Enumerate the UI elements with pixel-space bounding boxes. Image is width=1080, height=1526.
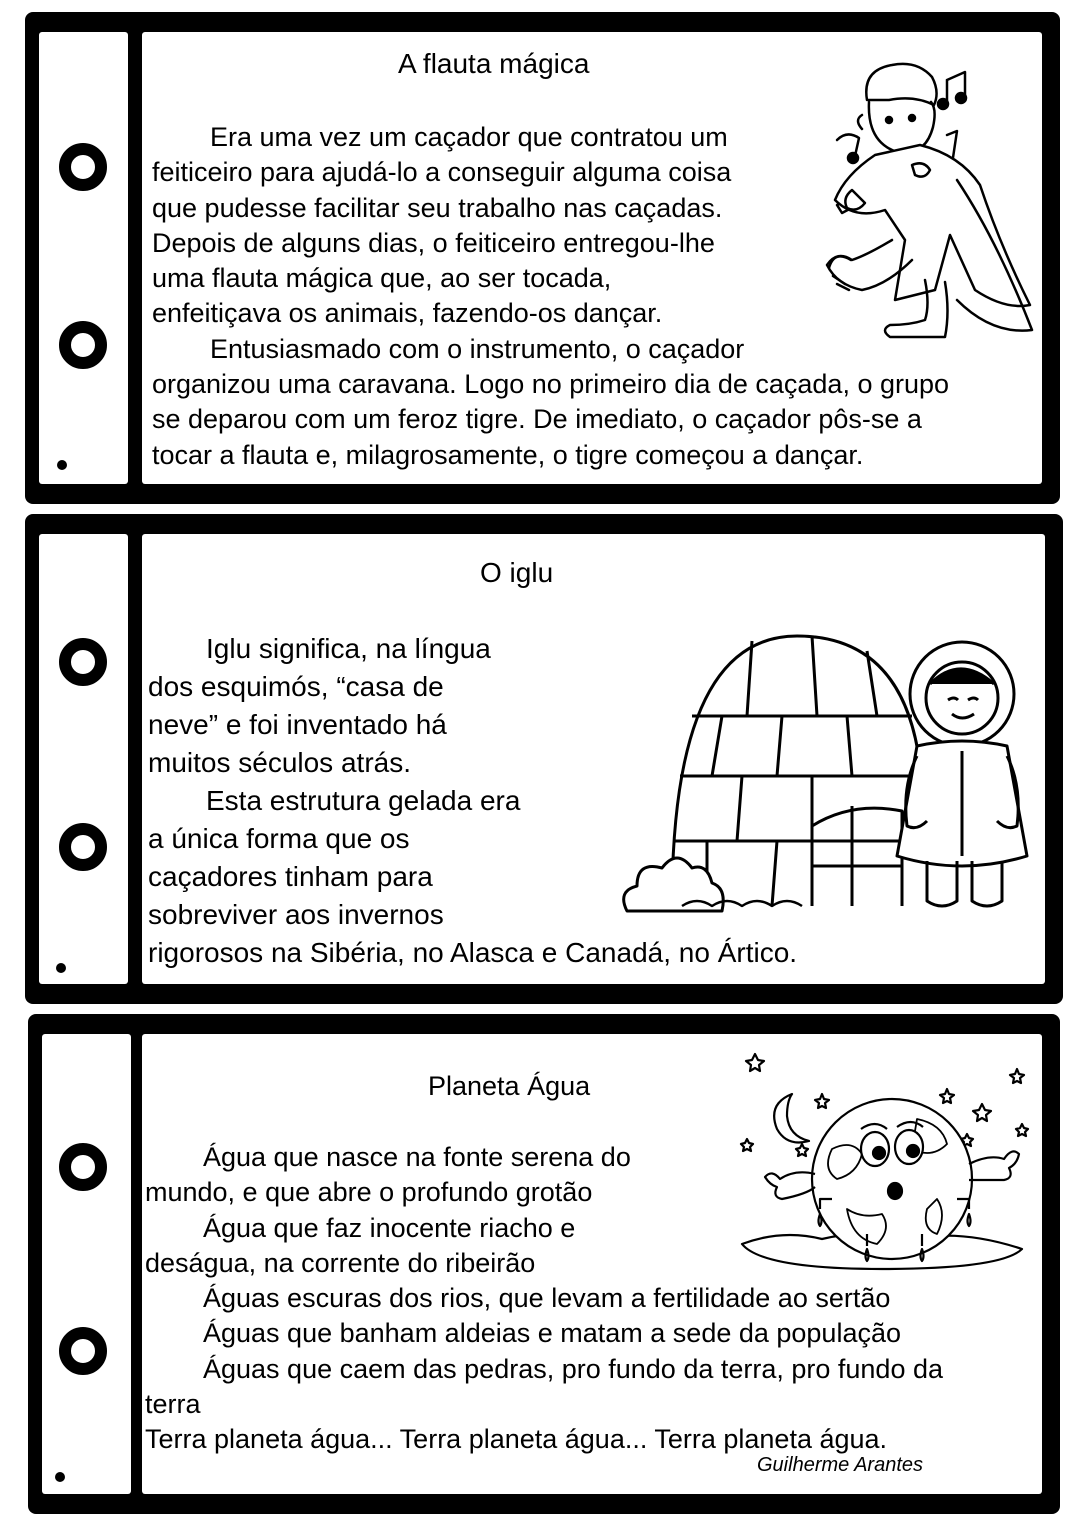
text-line: deságua, na corrente do ribeirão	[145, 1247, 536, 1278]
story-panel	[142, 534, 1045, 984]
story-card-iglu	[25, 514, 1063, 1004]
text-line: caçadores tinham para	[148, 861, 433, 892]
igloo-eskimo-illustration	[612, 606, 1032, 916]
text-line: se deparou com um feroz tigre. De imediato, o caçador pôs-se a	[152, 404, 922, 435]
binder-hole	[59, 1143, 107, 1191]
binder-hole	[59, 143, 107, 191]
story-title: A flauta mágica	[398, 48, 590, 79]
binder-dot	[57, 460, 67, 470]
text-line: Águas escuras dos rios, que levam a fertilidade ao sertão	[203, 1283, 891, 1314]
text-line: Águas que caem das pedras, pro fundo da terra, pro fundo da	[203, 1353, 943, 1384]
flute-boy-illustration	[797, 40, 1037, 345]
binder-dot	[55, 1472, 65, 1482]
text-line: Água que faz inocente riacho e	[203, 1212, 576, 1243]
text-line: terra	[145, 1389, 201, 1420]
text-line: feiticeiro para ajudá-lo a conseguir alguma coisa	[152, 157, 732, 188]
story-card-flauta	[25, 12, 1060, 504]
text-line: Esta estrutura gelada era	[206, 785, 521, 816]
text-line: uma flauta mágica que, ao ser tocada,	[152, 263, 612, 294]
story-panel	[142, 32, 1042, 484]
earth-planet-illustration	[737, 1049, 1037, 1279]
binder-dot	[56, 963, 66, 973]
poem-author: Guilherme Arantes	[757, 1454, 923, 1476]
text-line: Iglu significa, na língua	[206, 633, 491, 664]
text-line: organizou uma caravana. Logo no primeiro dia de caçada, o grupo	[152, 369, 950, 400]
text-line: Depois de alguns dias, o feiticeiro entregou-lhe	[152, 227, 715, 258]
text-line: Águas que banham aldeias e matam a sede da população	[203, 1318, 901, 1349]
poem-card-planeta-agua	[28, 1014, 1060, 1514]
text-line: muitos séculos atrás.	[148, 747, 411, 778]
text-line: Água que nasce na fonte serena do	[203, 1142, 631, 1172]
text-line: rigorosos na Sibéria, no Alasca e Canadá, no Ártico.	[148, 937, 798, 968]
binder-strip	[39, 534, 128, 984]
text-line: Era uma vez um caçador que contratou um	[210, 122, 728, 152]
text-line: sobreviver aos invernos	[148, 899, 444, 930]
binder-hole	[59, 823, 107, 871]
binder-hole	[59, 638, 107, 686]
binder-hole	[59, 321, 107, 369]
story-title: O iglu	[480, 557, 554, 588]
text-line: Terra planeta água... Terra planeta água... Terra planeta água.	[145, 1424, 888, 1455]
poem-title: Planeta Água	[428, 1071, 591, 1101]
text-line: que pudesse facilitar seu trabalho nas caçadas.	[152, 192, 723, 223]
text-line: neve” e foi inventado há	[148, 709, 447, 740]
text-line: dos esquimós, “casa de	[148, 671, 444, 702]
binder-strip	[42, 1034, 131, 1494]
text-line: Entusiasmado com o instrumento, o caçador	[210, 333, 745, 364]
binder-hole	[59, 1327, 107, 1375]
text-line: tocar a flauta e, milagrosamente, o tigre começou a dançar.	[152, 439, 864, 470]
binder-strip	[39, 32, 128, 484]
text-line: a única forma que os	[148, 823, 410, 854]
text-line: enfeitiçava os animais, fazendo-os dançar.	[152, 298, 663, 329]
poem-panel	[142, 1034, 1042, 1494]
text-line: mundo, e que abre o profundo grotão	[145, 1177, 593, 1208]
